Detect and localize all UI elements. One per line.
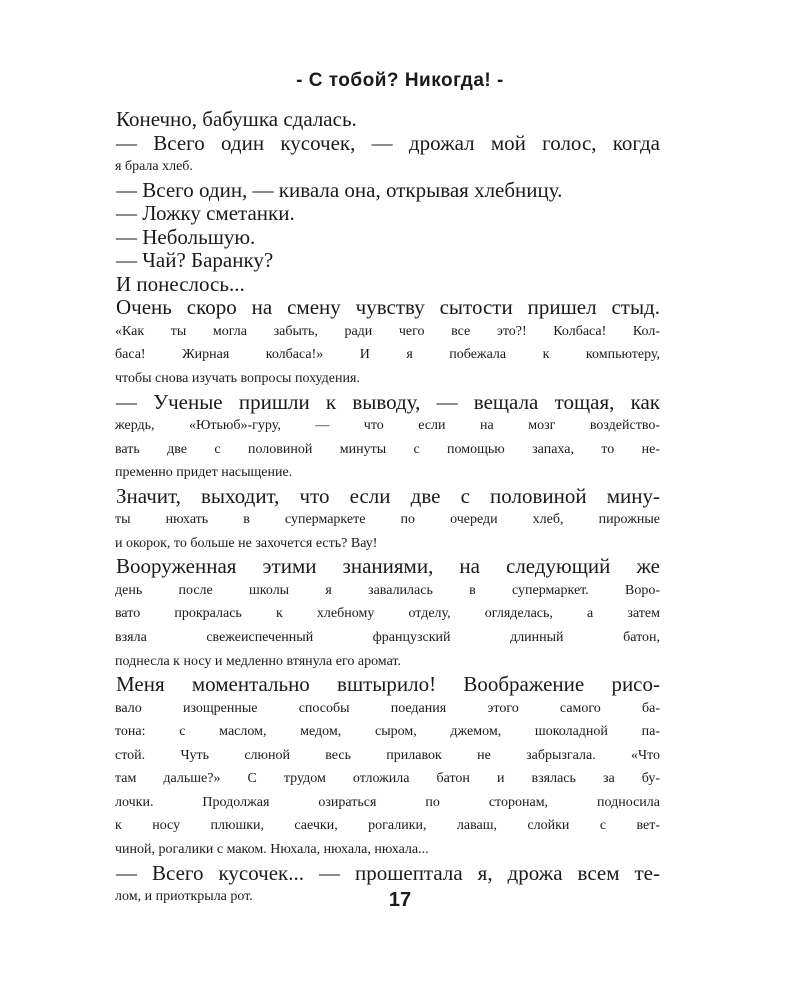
text-line: — Небольшую. (116, 224, 256, 249)
text-line: — Чай? Баранку? (116, 248, 274, 273)
text-line: лом, и приоткрыла рот. (115, 889, 253, 905)
text-line: тона: с маслом, медом, сыром, джемом, шоколадной па- (115, 724, 660, 740)
text-line: Значит, выходит, что если две с половиной мину- (116, 483, 660, 508)
text-line: Конечно, бабушка сдалась. (116, 107, 357, 131)
text-line: вать две с половиной минуты с помощью запаха, то не- (115, 441, 660, 457)
text-line: чтобы снова изучать вопросы похудения. (115, 371, 360, 387)
text-line: баса! Жирная колбаса!» И я побежала к компьютеру, (115, 347, 660, 363)
text-line: Меня моментально вштырило! Воображение рисо- (116, 672, 660, 697)
text-line: жердь, «Ютьюб»-гуру, — что если на мозг воздейство- (115, 418, 660, 434)
text-line: вато прокралась к хлебному отделу, огляделась, а затем (115, 606, 660, 622)
text-line: там дальше?» С трудом отложила батон и взялась за бу- (115, 771, 660, 787)
page-number: 17 (388, 889, 412, 911)
text-line: лочки. Продолжая озираться по сторонам, подносила (115, 794, 660, 810)
text-line: и окорок, то больше не захочется есть? Вау! (115, 535, 378, 551)
body-text (116, 108, 660, 909)
text-line: Очень скоро на смену чувству сытости пришел стыд. (116, 295, 660, 320)
text-line: — Ученые пришли к выводу, — вещала тощая, как (116, 389, 660, 414)
text-line: «Как ты могла забыть, ради чего все это?! Колбаса! Кол- (115, 323, 660, 339)
text-line: И понеслось... (116, 271, 245, 296)
text-line: — Всего один кусочек, — дрожал мой голос, когда (116, 130, 660, 155)
text-line: взяла свежеиспеченный французский длинный батон, (115, 630, 660, 646)
text-line: Вооруженная этими знаниями, на следующий же (116, 554, 660, 579)
text-line: день после школы я завалилась в супермаркет. Воро- (115, 582, 660, 598)
text-line: поднесла к носу и медленно втянула его аромат. (115, 653, 401, 669)
running-head: - С тобой? Никогда! - (296, 70, 504, 91)
text-line: к носу плюшки, саечки, рогалики, лаваш, слойки с вет- (115, 818, 660, 834)
text-line: вало изощренные способы поедания этого самого ба- (115, 700, 660, 716)
text-line: стой. Чуть слюной весь прилавок не забрызгала. «Что (115, 747, 660, 763)
text-line: — Всего кусочек... — прошептала я, дрожа всем те- (116, 860, 660, 885)
text-line: — Всего один, — кивала она, открывая хлебницу. (116, 177, 563, 202)
text-line: — Ложку сметанки. (116, 201, 295, 226)
text-line: чиной, рогалики с маком. Нюхала, нюхала, нюхала... (115, 841, 429, 857)
text-line: пременно придет насыщение. (115, 465, 293, 481)
text-line: я брала хлеб. (115, 159, 193, 175)
text-line: ты нюхать в супермаркете по очереди хлеб, пирожные (115, 512, 660, 528)
